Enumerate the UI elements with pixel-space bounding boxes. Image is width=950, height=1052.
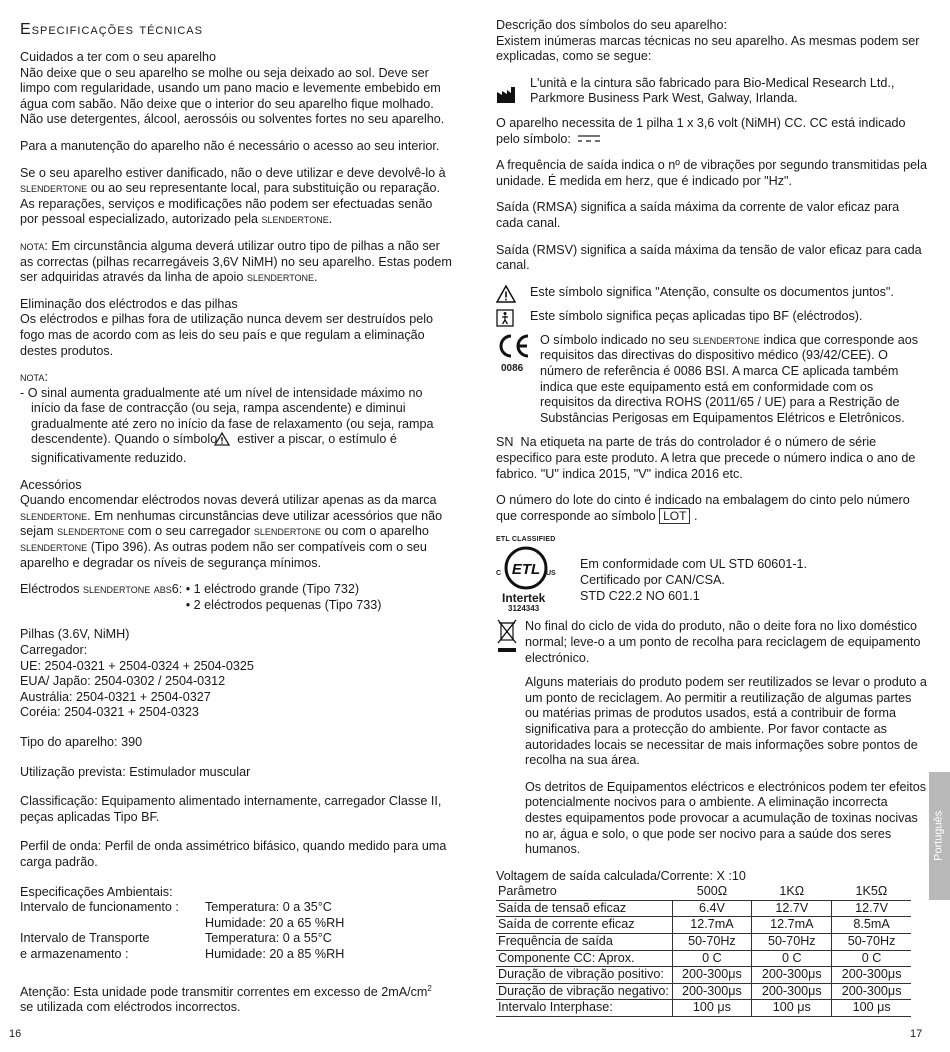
- intertek-text: Intertek: [502, 591, 546, 606]
- waveform: Perfil de onda: Perfil de onda assimétrico bifásico, quando medido para uma carga padrão.: [20, 839, 447, 869]
- table-cell: 12.7mA: [672, 917, 752, 934]
- battery-line: Pilhas (3.6V, NiMH): [20, 627, 130, 642]
- left-column: [20, 18, 452, 1016]
- attention-row: [496, 285, 928, 303]
- accessories-paragraph: Quando encomendar eléctrodos novas deverá utilizar apenas as da marca slendertone. Em nenhumas circunstâncias deve utilizar acessórios que não sejam slendertone com o seu carregador slendertone ou com o aparelho slendertone (Tipo 396). As outras podem não ser compatíveis com o seu aparelho e degradar os níveis de segurança mínimos.: [20, 493, 443, 570]
- output-table: [496, 884, 911, 1017]
- environment-spec: [20, 885, 452, 963]
- symbols-intro: Existem inúmeras marcas técnicas no seu aparelho. As mesmas podem ser explicadas, como se segue:: [496, 33, 920, 64]
- etl-c: C: [496, 570, 502, 578]
- table-row: [496, 917, 911, 934]
- etl-number: 3124343: [508, 604, 540, 614]
- rmsa-text: Saída (RMSA) significa a saída máxima da corrente de valor eficaz para cada canal.: [496, 200, 900, 231]
- ce-mark: [496, 333, 540, 376]
- disposal-paragraph: Os eléctrodos e pilhas fora de utilização nunca devem ser destruídos pelo fogo mas de acordo com as leis do seu país e que regulam a eliminação destes produtos.: [20, 312, 434, 358]
- transport-range: [20, 931, 452, 947]
- table-header: 1KΩ: [752, 884, 832, 900]
- symbols-heading: Descrição dos símbolos do seu aparelho:: [496, 18, 728, 32]
- table-header: Parâmetro: [496, 884, 672, 900]
- care-note: nota: Em circunstância alguma deverá utilizar outro tipo de pilhas a não ser as correctas (pilhas recarregáveis 3,6V NiMH) no seu aparelho. Estas podem ser adquiridas através da linha de apoio slendertone.: [20, 238, 452, 285]
- operating-label: Intervalo de funcionamento :: [20, 900, 179, 915]
- language-side-tab: [929, 772, 950, 900]
- charger-row: EUA/ Japão: 2504-0302 / 2504-0312: [20, 674, 226, 689]
- charger-row: Coréia: 2504-0321 + 2504-0323: [20, 705, 199, 720]
- frequency-text: A frequência de saída indica o nº de vibrações por segundo transmitidas pela unidade. É medida em herz, que é indicado por "Hz".: [496, 158, 927, 188]
- transport-humidity: Humidade: 20 a 85 %RH: [205, 946, 345, 961]
- care-paragraph-1: Não deixe que o seu aparelho se molhe ou seja deixado ao sol. Deve ser limpo com regularidade, usando um pano macio e levemente embebido em água com sabão. Não deixe que o interior do seu aparelho fique molhado. Não use detergentes, álcool, aerossóis ou solventes fortes no seu aparelho.: [20, 65, 445, 127]
- table-cell: Intervalo Interphase:: [496, 1000, 672, 1017]
- table-cell: Saída de tensaõ eficaz: [496, 900, 672, 917]
- table-cell: Duração de vibração negativo:: [496, 983, 672, 1000]
- battery-spec: [20, 627, 452, 721]
- weee-bin-icon: [496, 619, 525, 655]
- table-header: 1K5Ω: [832, 884, 911, 900]
- factory-icon: [496, 76, 530, 104]
- table-row: [496, 950, 911, 967]
- table-cell: 8.5mA: [832, 917, 911, 934]
- table-row: [496, 934, 911, 951]
- electrodes-list: [186, 582, 382, 613]
- warning-triangle-icon: [225, 432, 230, 451]
- electrodes-label: Eléctrodos slendertone abs6:: [20, 582, 183, 597]
- disposal-heading: Eliminação dos eléctrodos e das pilhas: [20, 296, 238, 311]
- table-row: [496, 900, 911, 917]
- bf-applied-part-icon: [496, 309, 530, 327]
- care-paragraph-2: Para a manutenção do aparelho não é necessário o acesso ao seu interior.: [20, 138, 440, 153]
- electrodes-spec: [20, 582, 452, 613]
- table-cell: 12.7V: [752, 900, 832, 917]
- table-cell: 50-70Hz: [752, 934, 832, 951]
- table-cell: 6.4V: [672, 900, 752, 917]
- sn-label: SN: [496, 435, 514, 450]
- table-cell: 200-300μs: [832, 983, 911, 1000]
- etl-mark: [496, 535, 576, 613]
- table-row: [496, 967, 911, 984]
- etl-logo: [496, 544, 556, 592]
- table-cell: 100 μs: [752, 1000, 832, 1017]
- intended-use: Utilização prevista: Estimulador muscular: [20, 764, 251, 779]
- table-cell: 0 C: [832, 950, 911, 967]
- ce-number: 0086: [501, 363, 524, 375]
- care-heading: Cuidados a ter com o seu aparelho: [20, 50, 217, 64]
- page-number-right: 17: [910, 1028, 923, 1040]
- right-column: [496, 18, 928, 1017]
- electrode-item: • 2 eléctrodos pequenas (Tipo 733): [185, 597, 382, 612]
- charger-label: Carregador:: [20, 643, 88, 657]
- etl-circle-icon: [496, 544, 556, 592]
- lot-text: O número do lote do cinto é indicado na embalagem do cinto pelo número que corresponde ao símbolo LOT .: [496, 493, 910, 523]
- ce-row: [496, 333, 928, 427]
- table-cell: 50-70Hz: [672, 934, 752, 951]
- manufacturer-text: L'unità e la cintura são fabricado para Bio-Medical Research Ltd., Parkmore Business Park West, Galway, Irlanda.: [530, 75, 895, 106]
- table-cell: 200-300μs: [752, 983, 832, 1000]
- serial-number-text: SN Na etiqueta na parte de trás do controlador é o número de série especifico para este produto. A letra que precede o número indica o ano de fabrico. "U" indica 2015, "V" indica 2016 etc.: [496, 435, 916, 481]
- table-row: [496, 983, 911, 1000]
- operating-humidity-row: [20, 916, 452, 932]
- table-cell: 0 C: [672, 950, 752, 967]
- table-header: 500Ω: [672, 884, 752, 900]
- manufacturer-row: [496, 76, 928, 107]
- weee-text-1: No final do ciclo de vida do produto, não o deite fora no lixo doméstico normal; leve-o a um ponto de recolha para reciclagem de equipamento electrónico.: [525, 619, 921, 665]
- ce-mark-icon: [496, 333, 532, 359]
- electrode-item: • 1 eléctrodo grande (Tipo 732): [185, 582, 360, 597]
- disposal-note-item: - O sinal aumenta gradualmente até um nível de intensidade máximo no início da fase de contracção (ou seja, rampa ascendente) e diminui gradualmente até zero no início da fase de relaxamento (ou seja, rampa descendente). Quando o símbolo estiver a piscar, o estímulo é significativamente reduzido.: [20, 385, 434, 466]
- device-type: Tipo do aparelho: 390: [20, 734, 143, 749]
- table-cell: 200-300μs: [672, 967, 752, 984]
- etl-line-3: STD C22.2 NO 601.1: [580, 588, 700, 603]
- table-cell: 100 μs: [672, 1000, 752, 1017]
- transport-temp: Temperatura: 0 a 55°C: [205, 931, 332, 946]
- table-cell: 200-300μs: [672, 983, 752, 1000]
- table-cell: Saída de corrente eficaz: [496, 917, 672, 934]
- operating-temp: Temperatura: 0 a 35°C: [205, 900, 332, 915]
- language-label: Português: [932, 810, 945, 862]
- classification: Classificação: Equipamento alimentado internamente, carregador Classe II, peças aplicadas Tipo BF.: [20, 794, 442, 824]
- attention-triangle-icon: [496, 285, 530, 303]
- output-table-title: Voltagem de saída calculada/Corrente: X :10: [496, 868, 746, 883]
- transport-humidity-row: [20, 947, 452, 963]
- table-cell: 12.7mA: [752, 917, 832, 934]
- table-cell: Componente CC: Aprox.: [496, 950, 672, 967]
- operating-range: [20, 900, 452, 916]
- current-warning: Atenção: Esta unidade pode transmitir correntes em excesso de $2mA/cm^2$ se utilizada com eléctrodos incorrectos.: [20, 983, 432, 1015]
- table-cell: 12.7V: [832, 900, 911, 917]
- page-title: Especificações técnicas: [20, 21, 203, 38]
- table-header-row: [496, 884, 911, 900]
- spacer: [20, 916, 205, 932]
- table-cell: 200-300μs: [832, 967, 911, 984]
- battery-dc-text: O aparelho necessita de 1 pilha 1 x 3,6 volt (NiMH) CC. CC está indicado pelo símbolo:: [496, 115, 906, 146]
- charger-row: Austrália: 2504-0321 + 2504-0327: [20, 689, 211, 704]
- bf-text: Este símbolo significa peças aplicadas tipo BF (eléctrodos).: [530, 308, 863, 323]
- weee-row: [496, 619, 928, 666]
- disposal-note-label: nota:: [20, 370, 48, 385]
- weee-text-2: Alguns materiais do produto podem ser reutilizados se levar o produto a um ponto de reciclagem. Ao permitir a reutilização de algumas partes ou matérias primas de produtos usados, está a contribuir de forma significativa para a protecção do ambiente. Por favor contacte as autoridades locais se necessitar de mais informações sobre pontos de recolha na sua área.: [525, 675, 927, 768]
- etl-row: [496, 535, 928, 613]
- weee-text-3: Os detritos de Equipamentos eléctricos e electrónicos podem ter efeitos potencialmente nocivos para o ambiente. A eliminação incorrecta destes equipamentos pode provocar a acumulação de toxinas nocivas no ar, água e solo, o que pode ser nocivo para a saúde dos seres humanos.: [525, 779, 927, 857]
- accessories-heading: Acessórios: [20, 477, 82, 492]
- care-paragraph-3: Se o seu aparelho estiver danificado, não o deve utilizar e deve devolvê-lo à slendertone ou ao seu representante local, para substituição ou reparação. As reparações, serviços e modificações não podem ser efectuadas senão por pessoal especializado, autorizado pela slendertone.: [20, 165, 446, 227]
- rmsv-text: Saída (RMSV) significa a saída máxima da tensão de valor eficaz para cada canal.: [496, 242, 922, 273]
- etl-line-2: Certificado por CAN/CSA.: [580, 572, 725, 587]
- table-row: [496, 1000, 911, 1017]
- table-cell: 100 μs: [832, 1000, 911, 1017]
- table-cell: 50-70Hz: [832, 934, 911, 951]
- storage-label: e armazenamento :: [20, 946, 129, 961]
- page-number-left: 16: [9, 1028, 22, 1040]
- svg-text:ETL: ETL: [511, 561, 541, 579]
- lot-symbol: LOT: [659, 508, 690, 524]
- table-cell: 0 C: [752, 950, 832, 967]
- etl-us: US: [546, 570, 556, 578]
- environment-heading: Especificações Ambientais:: [20, 884, 173, 899]
- operating-humidity: Humidade: 20 a 65 %RH: [205, 915, 345, 930]
- dc-symbol-icon: [577, 132, 601, 148]
- charger-row: UE: 2504-0321 + 2504-0324 + 2504-0325: [20, 658, 254, 673]
- etl-classified-text: ETL CLASSIFIED: [496, 536, 556, 544]
- ce-text: O símbolo indicado no seu slendertone indica que corresponde aos requisitos das directivas do dispositivo médico (93/42/CEE). O número de referência é 0086 BSI. A marca CE aplicada também indica que este equipamento está em conformidade com os requisitos da directiva ROHS (2011/65 / UE) para a Restrição de Substâncias Perigosas em Equipamentos Elétricos e Eletrônicos.: [540, 332, 919, 425]
- table-cell: Frequência de saída: [496, 934, 672, 951]
- transport-label: Intervalo de Transporte: [20, 931, 150, 946]
- etl-text: [580, 535, 807, 604]
- etl-line-1: Em conformidade com UL STD 60601-1.: [580, 557, 808, 572]
- bf-row: [496, 309, 928, 327]
- table-cell: 200-300μs: [752, 967, 832, 984]
- table-cell: Duração de vibração positivo:: [496, 967, 672, 984]
- attention-text: Este símbolo significa "Atenção, consulte os documentos juntos".: [530, 284, 894, 299]
